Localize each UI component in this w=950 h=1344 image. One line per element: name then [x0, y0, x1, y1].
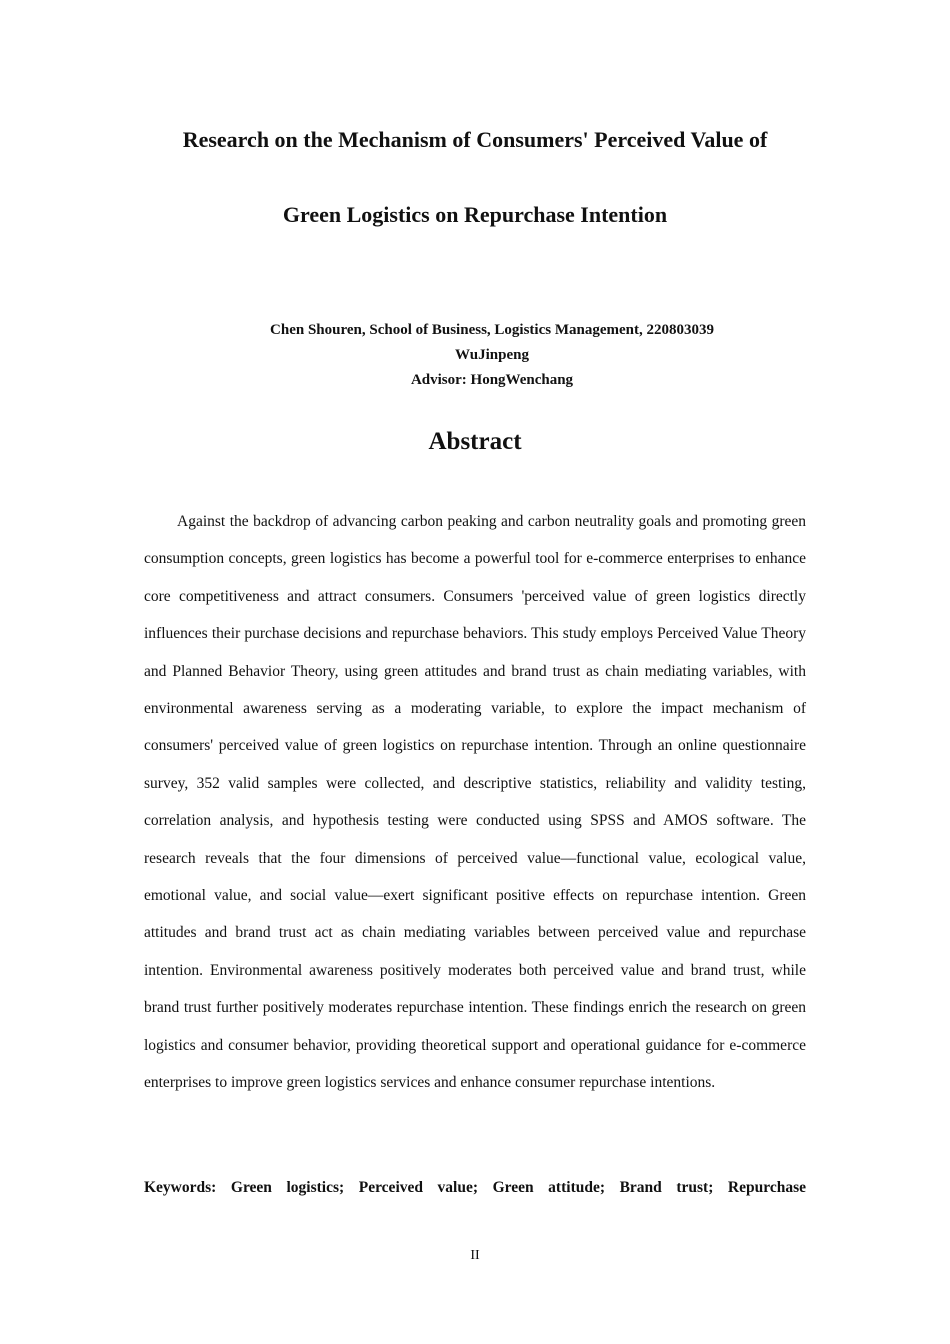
author-info-line: Chen Shouren, School of Business, Logistics Management, 220803039 — [270, 322, 714, 338]
paper-title-line-2: Green Logistics on Repurchase Intention — [282, 202, 668, 227]
advisor-line: Advisor: HongWenchang — [410, 372, 574, 388]
page-number: II — [470, 1248, 480, 1263]
abstract-heading: Abstract — [428, 428, 522, 455]
paper-title-line-1: Research on the Mechanism of Consumers' Perceived Value of — [182, 127, 768, 152]
keywords-line: Keywords: Green logistics; Perceived value; Green attitude; Brand trust; Repurchase — [144, 1179, 806, 1196]
abstract-body: Against the backdrop of advancing carbon peaking and carbon neutrality goals and promoting green consumption concepts, green logistics has become a powerful tool for e-commerce enterprises to enhance core competitiveness and attract consumers. Consumers 'perceived value of green logistics directly influences their purchase decisions and repurchase behaviors. This study employs Perceived Value Theory and Planned Behavior Theory, using green attitudes and brand trust as chain mediating variables, with environmental awareness serving as a moderating variable, to explore the impact mechanism of consumers' perceived value of green logistics on repurchase intention. Through an online questionnaire survey, 352 valid samples were collected, and descriptive statistics, reliability and validity testing, correlation analysis, and hypothesis testing were conducted using SPSS and AMOS software. The research reveals that the four dimensions of perceived value—functional value, ecological value, emotional value, and social value—exert significant positive effects on repurchase intention. Green attitudes and brand trust act as chain mediating variables between perceived value and repurchase intention. Environmental awareness positively moderates both perceived value and brand trust, while brand trust further positively moderates repurchase intention. These findings enrich the research on green logistics and consumer behavior, providing theoretical support and operational guidance for e-commerce enterprises to improve green logistics services and enhance consumer repurchase intentions. — [144, 513, 806, 1092]
co-author-line: WuJinpeng — [455, 347, 529, 363]
